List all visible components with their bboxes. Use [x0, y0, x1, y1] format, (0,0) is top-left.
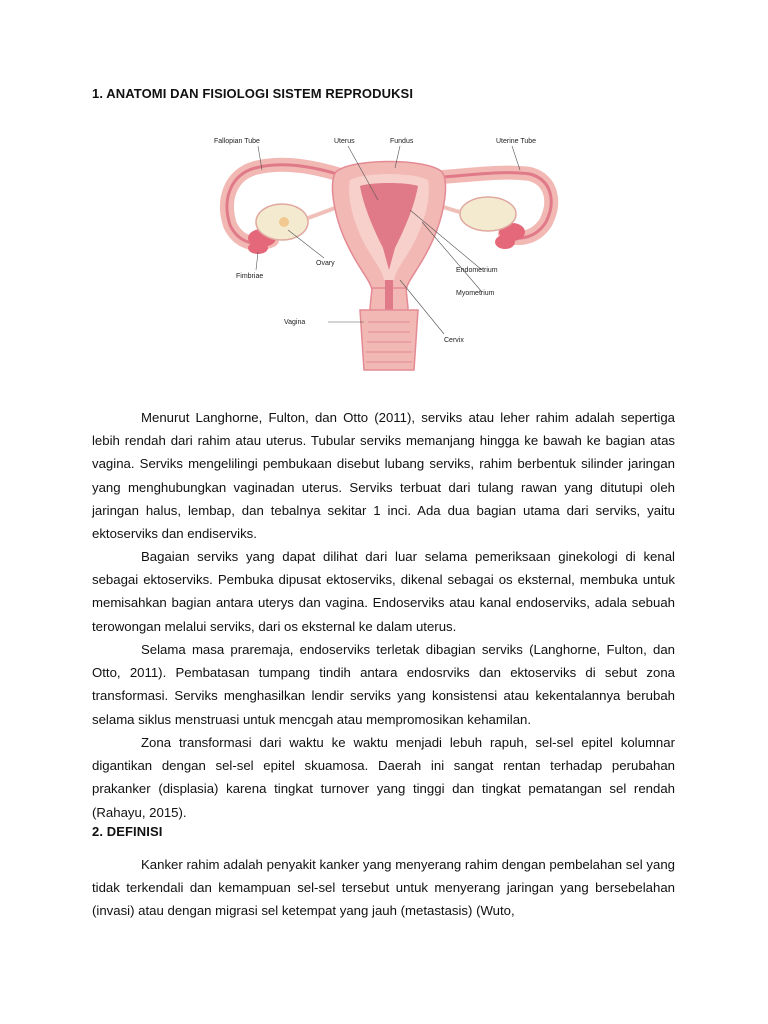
label-endometrium: Endometrium [456, 267, 498, 274]
label-uterine-tube: Uterine Tube [496, 138, 537, 145]
label-fallopian-tube: Fallopian Tube [214, 138, 260, 145]
label-vagina: Vagina [284, 319, 306, 326]
paragraph-epithelial-cells: Zona transformasi dari waktu ke waktu menjadi lebuh rapuh, sel-sel epitel kolumnar digantikan dengan sel-sel epitel skuamosa. Daerah ini sangat rentan terhadap perubahan prakanker (displasia) karena tingkat turnover yang tinggi dan tingkat pematangan sel rendah (Rahayu, 2015). [92, 735, 675, 820]
vagina [360, 310, 418, 370]
label-fimbriae: Fimbriae [236, 273, 264, 280]
label-uterus: Uterus [334, 138, 355, 145]
paragraph-transformation-zone: Selama masa praremaja, endoserviks terletak dibagian serviks (Langhorne, Fulton, dan Otto, 2011). Pembatasan tumpang tindih antara endosrviks dan ektoserviks di sebut zona transformasi. Serviks menghasilkan lendir serviks yang konsistensi atau kekentalannya berubah selama siklus menstruasi untuk mencgah atau mempromosikan kehamilan. [92, 642, 675, 727]
section-heading-definition: 2. DEFINISI [92, 824, 163, 839]
label-ovary: Ovary [316, 260, 335, 267]
label-cervix: Cervix [444, 337, 464, 344]
label-fundus: Fundus [390, 138, 414, 145]
uterus-anatomy-figure [200, 130, 565, 375]
label-myometrium: Myometrium [456, 290, 495, 297]
paragraph-cancer-definition: Kanker rahim adalah penyakit kanker yang menyerang rahim dengan pembelahan sel yang tidak terkendali dan kemampuan sel-sel tersebut untuk menyerang jaringan yang bersebelahan (invasi) atau dengan migrasi sel ketempat yang jauh (metastasis) (Wuto, [92, 857, 675, 919]
section-heading-anatomy: 1. ANATOMI DAN FISIOLOGI SISTEM REPRODUKSI [92, 86, 414, 101]
paragraph-cervix-definition: Menurut Langhorne, Fulton, dan Otto (2011), serviks atau leher rahim adalah sepertiga lebih rendah dari rahim atau uterus. Tubular serviks memanjang hingga ke bawah ke bagian atas vagina. Serviks mengelilingi pembukaan disebut lubang serviks, rahim berbentuk silinder jaringan yang menghubungkan vaginadan uterus. Serviks terbuat dari tulang rawan yang ditutupi oleh jaringan halus, lembap, dan tebalnya sekitar 1 inci. Ada dua bagian utama dari serviks, yaitu ektoserviks dan endiserviks. [92, 410, 675, 542]
right-ovary [460, 197, 516, 231]
paragraph-ectocervix: Bagaian serviks yang dapat dilihat dari luar selama pemeriksaan ginekologi di kenal sebagai ektoserviks. Pembuka dipusat ektoserviks, dikenal sebagai os eksternal, membuka untuk memisahkan bagian antara uterys dan vagina. Endoserviks atau kanal endoserviks, adala sebuah terowongan melalui serviks, dari os eksternal ke dalam uterus. [92, 549, 675, 634]
